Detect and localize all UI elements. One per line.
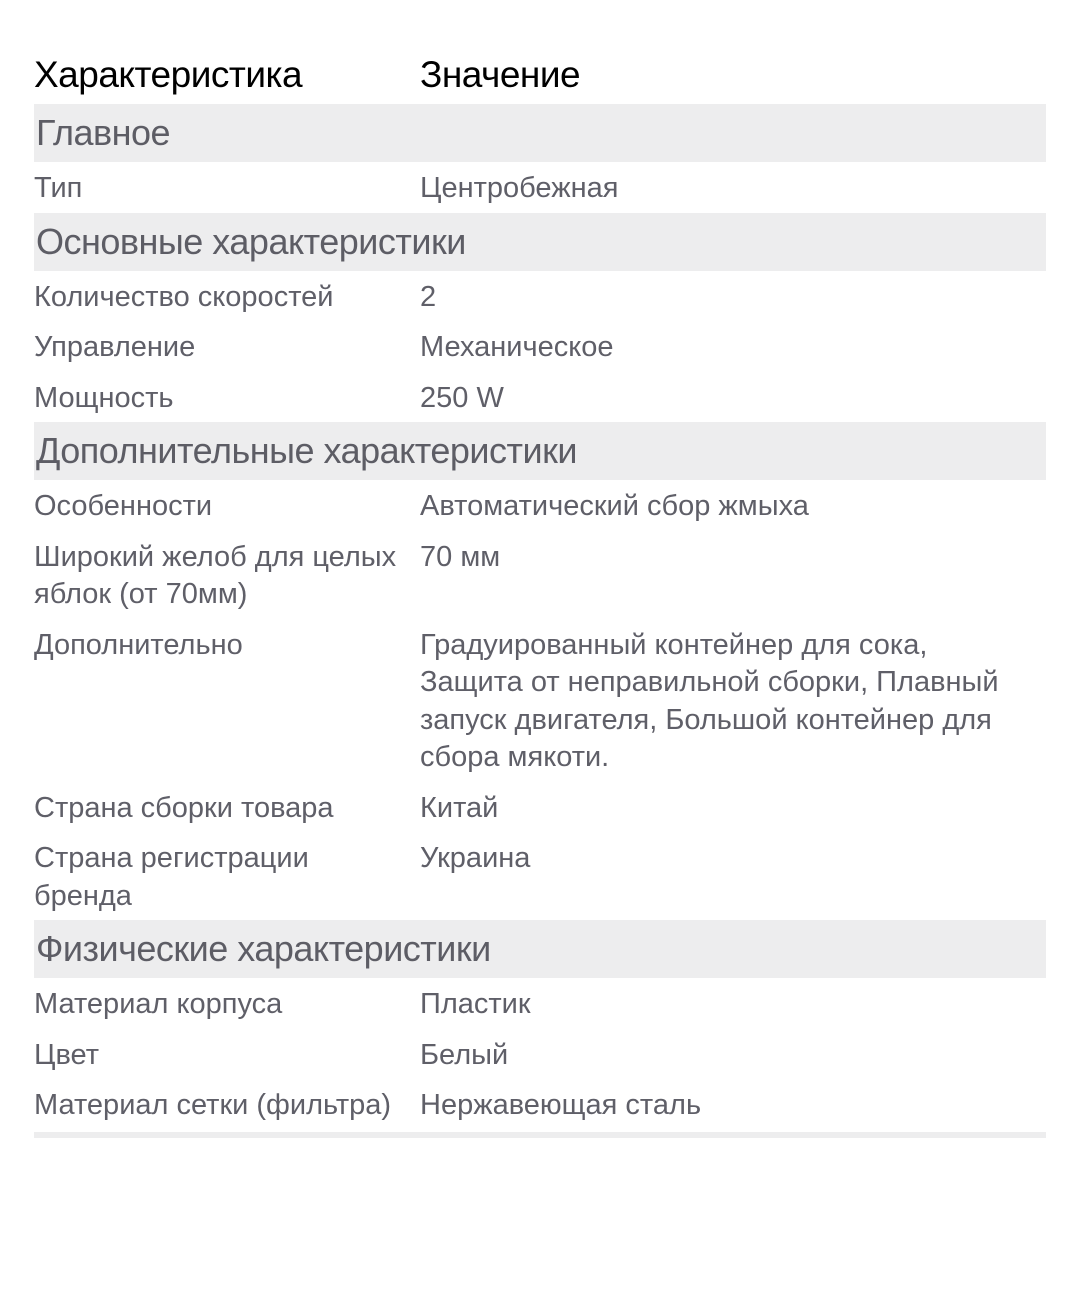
row-key: Управление	[34, 331, 196, 363]
row-key: Широкий желоб для целых яблок (от 70мм)	[34, 540, 397, 610]
specs-table	[34, 46, 1046, 1138]
section-title: Основные характеристики	[34, 213, 1046, 271]
section-title: Дополнительные характеристики	[34, 422, 1046, 480]
row-key: Мощность	[34, 381, 174, 414]
next-section-divider	[34, 1132, 1046, 1138]
row-value: Китай	[420, 791, 499, 824]
section-title: Физические характеристики	[34, 920, 1046, 978]
table-row	[34, 1079, 1046, 1130]
row-key: Тип	[34, 172, 83, 204]
row-value: Центробежная	[420, 172, 619, 204]
table-row	[34, 782, 1046, 833]
row-key: Количество скоростей	[34, 280, 334, 313]
table-row	[34, 480, 1046, 531]
row-key: Страна сборки товара	[34, 791, 334, 824]
table-row	[34, 832, 1046, 920]
row-value: 250 W	[420, 381, 504, 414]
row-value: Автоматический сбор жмыха	[420, 490, 809, 522]
row-key: Материал корпуса	[34, 988, 283, 1020]
row-value: Украина	[420, 842, 531, 874]
table-header	[34, 46, 1046, 104]
table-row	[34, 978, 1046, 1029]
section-title: Главное	[34, 104, 1046, 162]
table-row	[34, 271, 1046, 322]
table-row	[34, 1029, 1046, 1080]
row-value: Белый	[420, 1038, 509, 1071]
row-value: Градуированный контейнер для сока, Защита от неправильной сборки, Плавный запуск двигателя, Большой контейнер для сбора мякоти.	[420, 628, 999, 773]
row-key: Страна регистрации бренда	[34, 842, 309, 912]
row-value: Нержавеющая сталь	[420, 1089, 702, 1121]
row-value: 70 мм	[420, 540, 501, 573]
row-key: Дополнительно	[34, 628, 243, 661]
row-value: Механическое	[420, 331, 614, 363]
table-row	[34, 531, 1046, 619]
row-key: Цвет	[34, 1038, 99, 1071]
table-row	[34, 162, 1046, 213]
row-key: Особенности	[34, 490, 213, 522]
row-key: Материал сетки (фильтра)	[34, 1089, 392, 1121]
table-row	[34, 321, 1046, 372]
header-key: Характеристика	[34, 54, 303, 95]
header-value: Значение	[420, 54, 581, 95]
row-value: Пластик	[420, 988, 531, 1020]
table-row	[34, 372, 1046, 423]
table-row	[34, 619, 1046, 782]
row-value: 2	[420, 280, 437, 313]
